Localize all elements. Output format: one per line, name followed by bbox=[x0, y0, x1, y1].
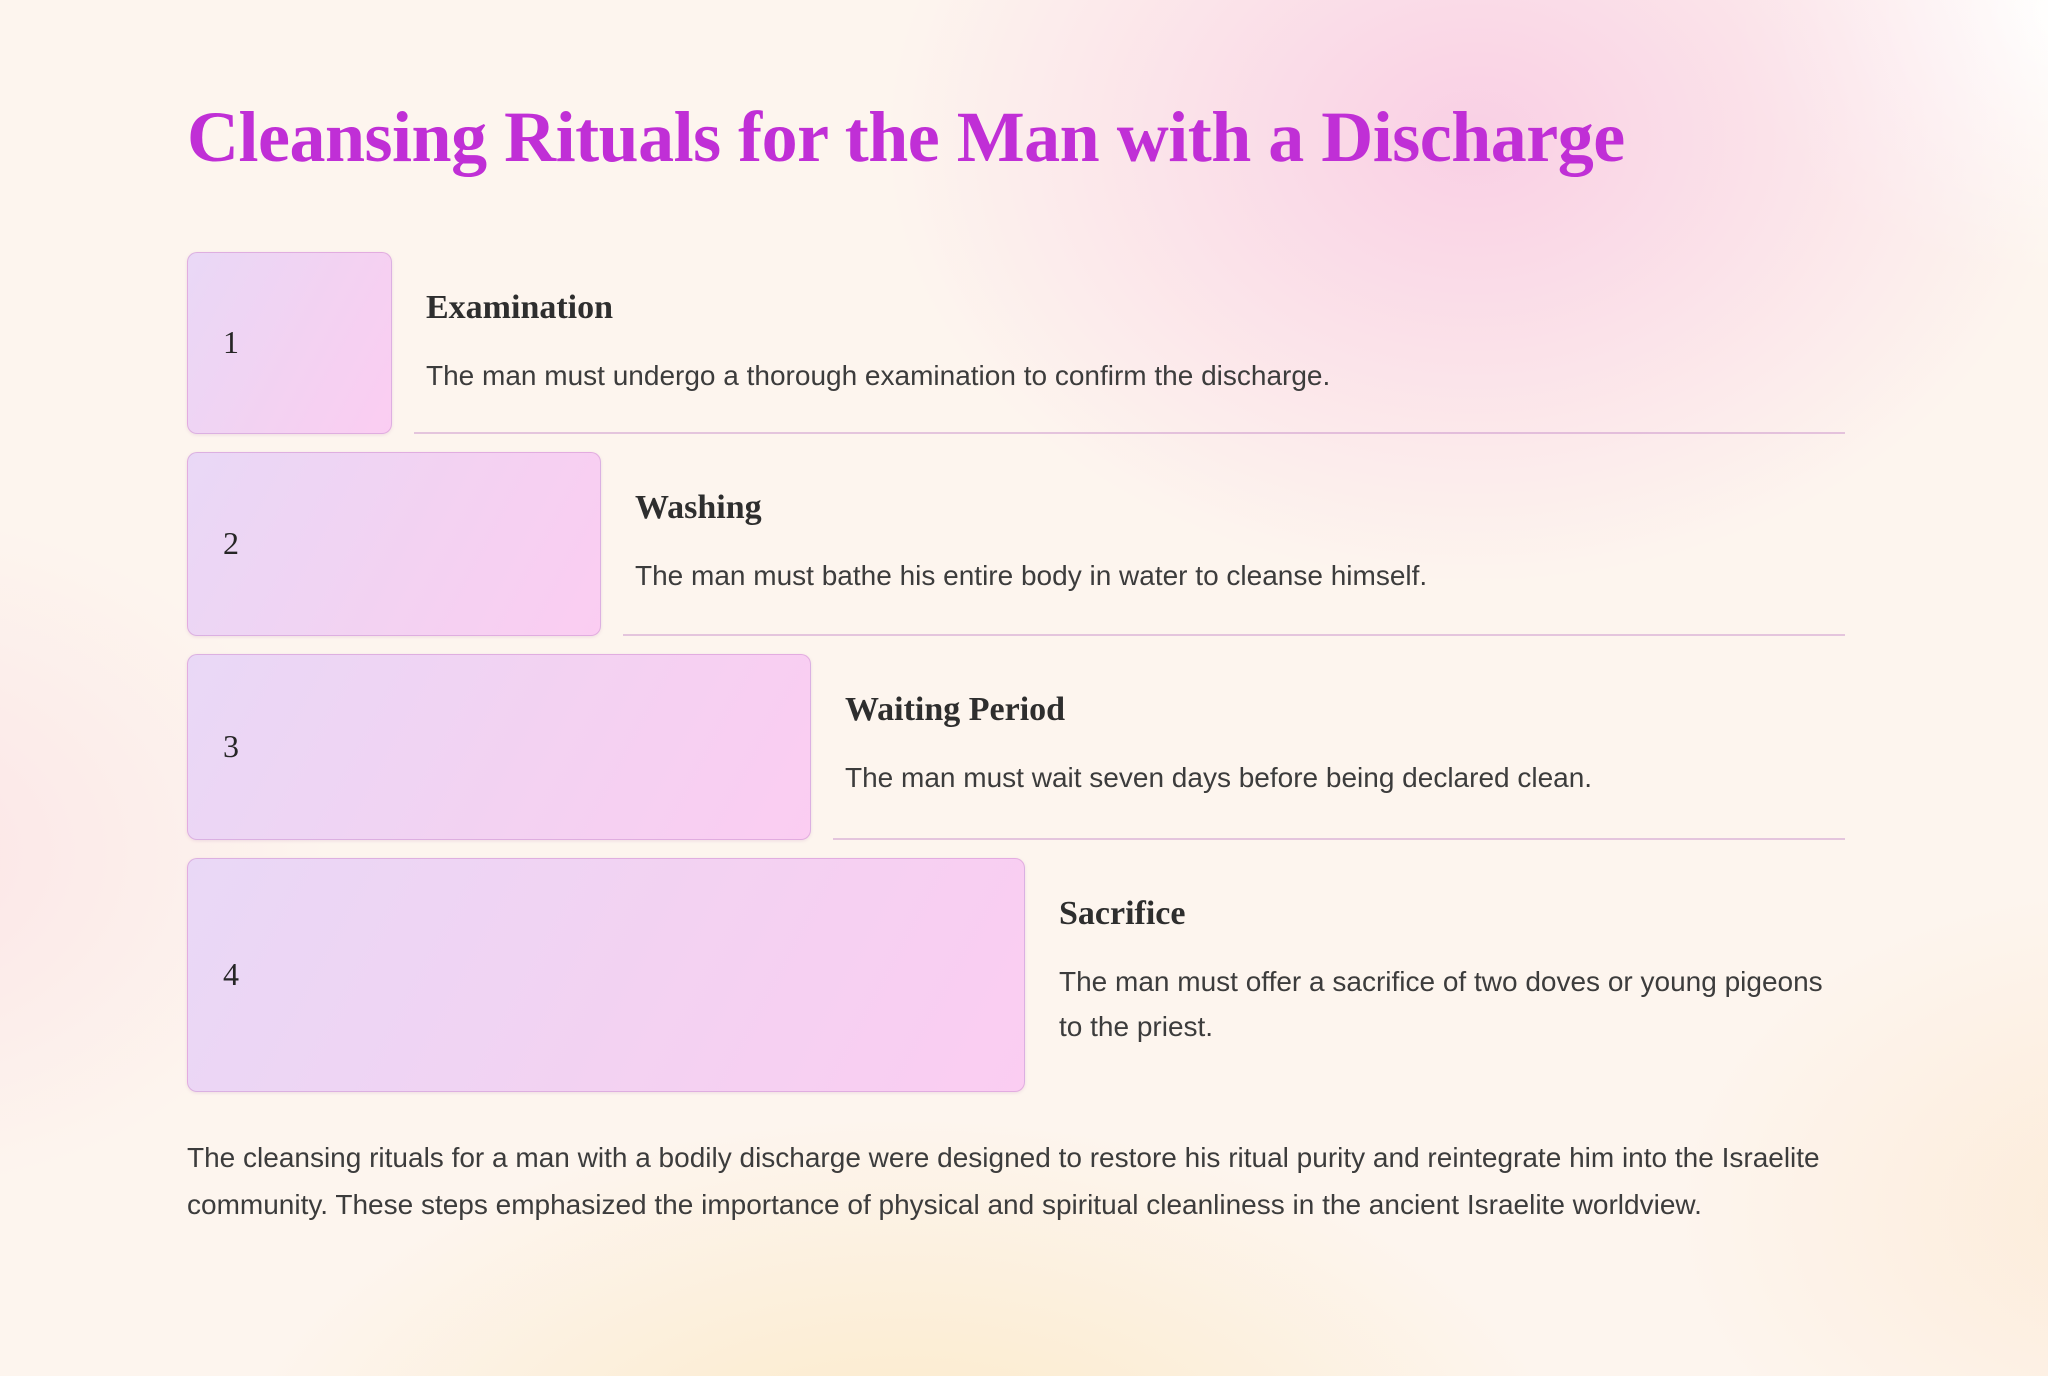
summary-text: The cleansing rituals for a man with a bodily discharge were designed to restore his ritual purity and reintegrate him into the Israelite community. These steps emphasized the importance of physical and spiritual cleanliness in the ancient Israelite worldview. bbox=[187, 1141, 1820, 1221]
step-title: Washing bbox=[635, 488, 762, 526]
step-text-column-4 bbox=[1047, 858, 1845, 1092]
step-text-column-3 bbox=[833, 654, 1845, 840]
step-row-1 bbox=[187, 252, 1845, 434]
step-row-3 bbox=[187, 654, 1845, 840]
step-title: Examination bbox=[426, 288, 614, 326]
step-description: The man must bathe his entire body in water to cleanse himself. bbox=[635, 559, 1428, 591]
page-title: Cleansing Rituals for the Man with a Discharge bbox=[187, 97, 1625, 177]
step-number-box-2 bbox=[187, 452, 601, 636]
step-number: 3 bbox=[223, 728, 239, 765]
step-description: The man must wait seven days before being declared clean. bbox=[845, 761, 1593, 793]
step-row-2 bbox=[187, 452, 1845, 636]
step-number: 4 bbox=[223, 956, 239, 993]
step-text-column-2 bbox=[623, 452, 1845, 636]
step-number-box-1 bbox=[187, 252, 392, 434]
step-number: 1 bbox=[223, 324, 239, 361]
step-title: Sacrifice bbox=[1059, 894, 1186, 932]
step-text-column-1 bbox=[414, 252, 1845, 434]
step-number-box-4 bbox=[187, 858, 1025, 1092]
step-title: Waiting Period bbox=[845, 690, 1066, 728]
step-number: 2 bbox=[223, 525, 239, 562]
step-number-box-3 bbox=[187, 654, 811, 840]
step-description: The man must undergo a thorough examination to confirm the discharge. bbox=[426, 359, 1331, 391]
step-row-4 bbox=[187, 858, 1845, 1092]
step-description: The man must offer a sacrifice of two doves or young pigeons to the priest. bbox=[1059, 965, 1823, 1042]
